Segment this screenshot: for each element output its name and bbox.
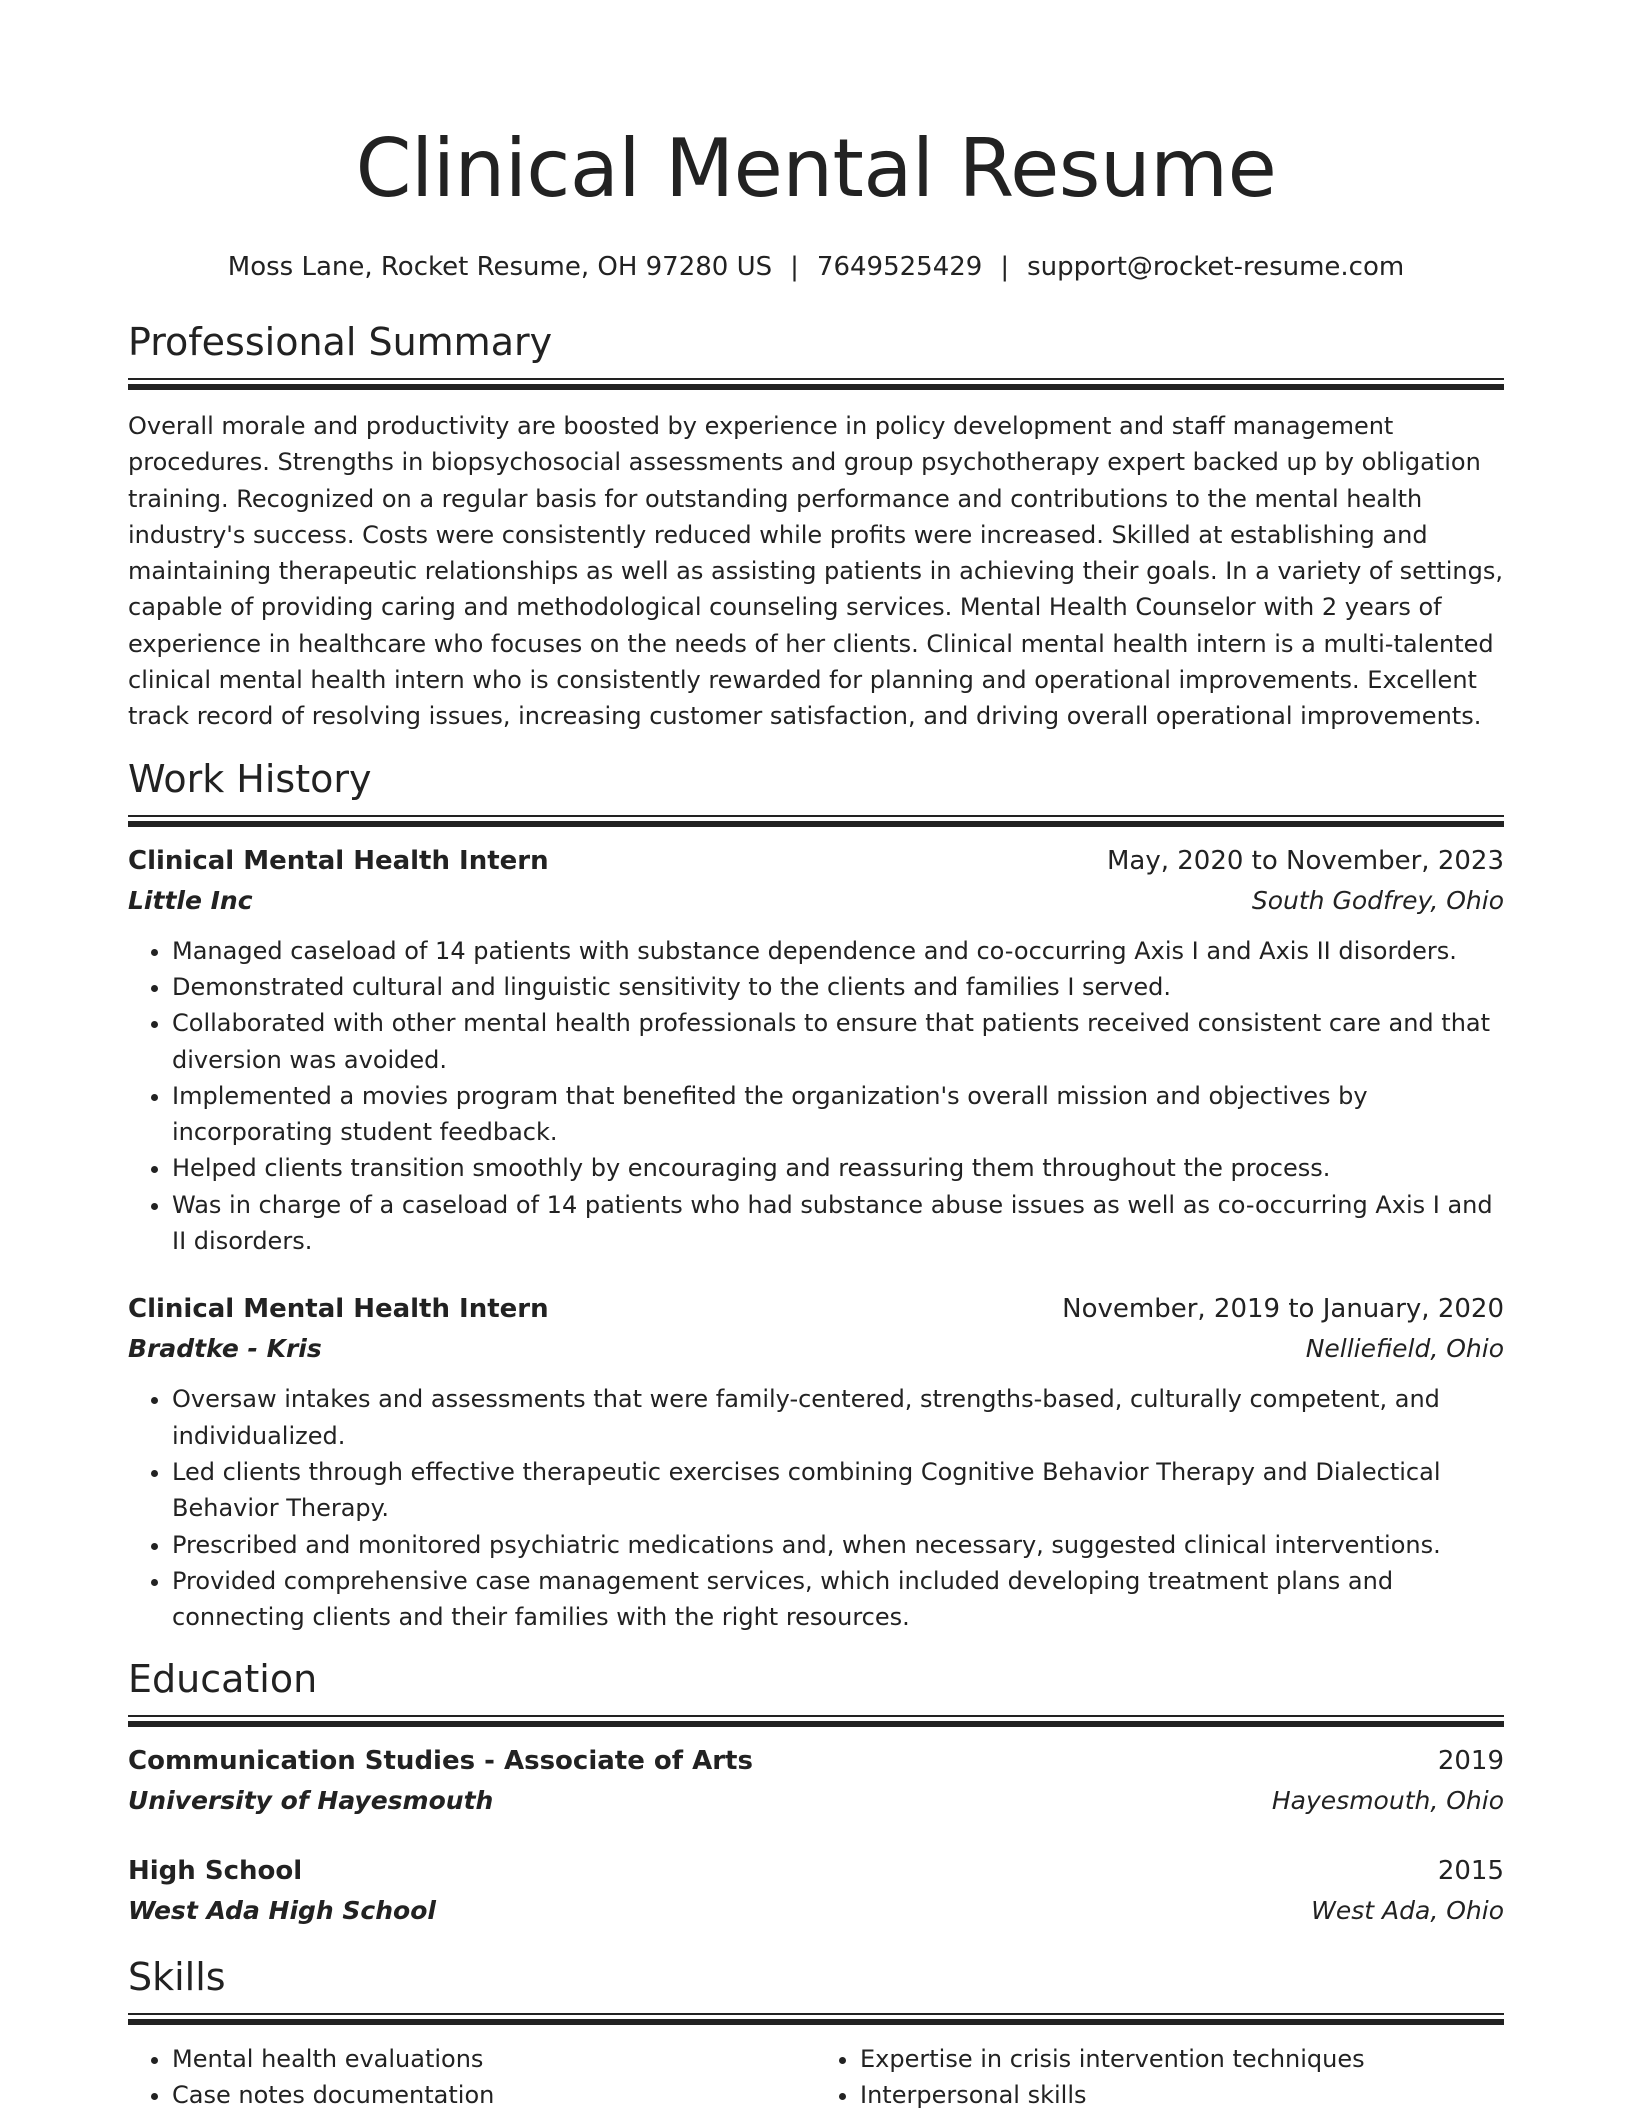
job-bullet: • Managed caseload of 14 patients with substance dependence and co-occurring Axis I and Axis II disorders. bbox=[172, 933, 1504, 969]
job-location: South Godfrey, Ohio bbox=[1251, 885, 1504, 915]
job-entry bbox=[128, 841, 1504, 1260]
education-degree: High School bbox=[128, 1856, 303, 1887]
education-section bbox=[128, 1655, 1504, 1931]
skill-item: • Case notes documentation bbox=[172, 2077, 816, 2113]
job-bullet: • Prescribed and monitored psychiatric medications and, when necessary, suggested clinical interventions. bbox=[172, 1527, 1504, 1563]
skill-item: • Mental health evaluations bbox=[172, 2041, 816, 2077]
section-divider bbox=[128, 2013, 1504, 2027]
job-bullet: • Was in charge of a caseload of 14 patients who had substance abuse issues as well as co-occurring Axis I and II disorders. bbox=[172, 1187, 1504, 1260]
education-location: Hayesmouth, Ohio bbox=[1271, 1786, 1504, 1816]
contact-line bbox=[128, 250, 1504, 284]
section-divider bbox=[128, 815, 1504, 829]
job-bullet: • Implemented a movies program that benefited the organization's overall mission and objectives by incorporating student feedback. bbox=[172, 1078, 1504, 1151]
education-entry bbox=[128, 1741, 1504, 1821]
job-bullets bbox=[128, 1381, 1504, 1635]
skills-heading: Skills bbox=[128, 1955, 226, 2000]
section-divider bbox=[128, 1715, 1504, 1729]
job-company: Bradtke - Kris bbox=[128, 1334, 322, 1364]
education-location: West Ada, Ohio bbox=[1311, 1896, 1504, 1926]
education-heading: Education bbox=[128, 1657, 318, 1702]
skill-item: • Expertise in crisis intervention techniques bbox=[860, 2041, 1504, 2077]
job-bullet: • Helped clients transition smoothly by encouraging and reassuring them throughout the process. bbox=[172, 1150, 1504, 1186]
skills-columns bbox=[128, 2041, 1504, 2113]
summary-section bbox=[128, 318, 1504, 735]
job-bullet: • Collaborated with other mental health professionals to ensure that patients received consistent care and that diversion was avoided. bbox=[172, 1005, 1504, 1078]
job-company: Little Inc bbox=[128, 885, 253, 915]
job-title: Clinical Mental Health Intern bbox=[128, 845, 549, 876]
job-bullet: • Demonstrated cultural and linguistic sensitivity to the clients and families I served. bbox=[172, 969, 1504, 1005]
skills-section bbox=[128, 1953, 1504, 2113]
job-bullets bbox=[128, 933, 1504, 1260]
skills-right-column bbox=[816, 2041, 1504, 2113]
contact-separator: | bbox=[790, 252, 799, 282]
education-entry bbox=[128, 1851, 1504, 1931]
education-year: 2019 bbox=[1437, 1746, 1504, 1777]
job-dates: November, 2019 to January, 2020 bbox=[1062, 1294, 1504, 1325]
education-degree: Communication Studies - Associate of Arts bbox=[128, 1746, 753, 1777]
education-year: 2015 bbox=[1437, 1856, 1504, 1887]
job-entry bbox=[128, 1289, 1504, 1635]
job-location: Nelliefield, Ohio bbox=[1305, 1334, 1504, 1364]
section-divider bbox=[128, 378, 1504, 392]
resume-title: Clinical Mental Resume bbox=[355, 122, 1277, 215]
education-school: West Ada High School bbox=[128, 1896, 436, 1926]
contact-email: support@rocket-resume.com bbox=[1027, 252, 1405, 282]
job-dates: May, 2020 to November, 2023 bbox=[1106, 845, 1504, 876]
work-heading: Work History bbox=[128, 756, 372, 801]
education-school: University of Hayesmouth bbox=[128, 1786, 494, 1816]
skills-left-column bbox=[128, 2041, 816, 2113]
contact-phone: 7649525429 bbox=[816, 252, 983, 282]
skill-item: • Interpersonal skills bbox=[860, 2077, 1504, 2113]
summary-heading: Professional Summary bbox=[128, 320, 553, 364]
contact-separator: | bbox=[1000, 252, 1010, 282]
work-section bbox=[128, 755, 1504, 1636]
job-bullet: • Oversaw intakes and assessments that were family-centered, strengths-based, culturally competent, and individualized. bbox=[172, 1381, 1504, 1454]
job-bullet: • Led clients through effective therapeutic exercises combining Cognitive Behavior Therapy and Dialectical Behavior Therapy. bbox=[172, 1454, 1504, 1527]
job-bullet: • Provided comprehensive case management services, which included developing treatment plans and connecting clients and their families with the right resources. bbox=[172, 1563, 1504, 1636]
job-title: Clinical Mental Health Intern bbox=[128, 1294, 549, 1325]
summary-text: Overall morale and productivity are boosted by experience in policy development and staff management procedures. Strengths in biopsychosocial assessments and group psychotherapy expert backed up by obligation training. Recognized on a regular basis for outstanding performance and contributions to the mental health industry's success. Costs were consistently reduced while profits were increased. Skilled at establishing and maintaining therapeutic relationships as well as assisting patients in achieving their goals. In a variety of settings, capable of providing caring and methodological counseling services. Mental Health Counselor with 2 years of experience in healthcare who focuses on the needs of her clients. Clinical mental health intern is a multi-talented clinical mental health intern who is consistently rewarded for planning and operational improvements. Excellent track record of resolving issues, increasing customer satisfaction, and driving overall operational improvements. bbox=[128, 412, 1504, 731]
contact-address: Moss Lane, Rocket Resume, OH 97280 US bbox=[227, 252, 773, 282]
